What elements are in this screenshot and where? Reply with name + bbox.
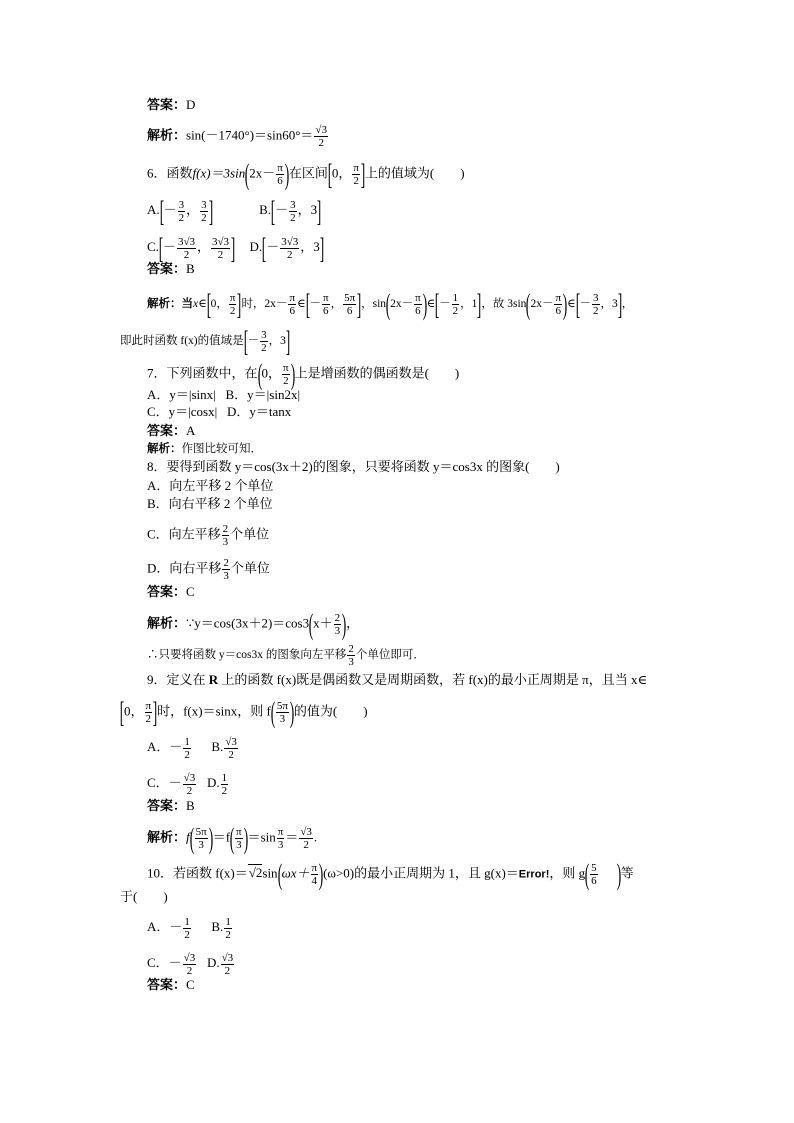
question-10-options-ab <box>147 916 233 941</box>
answer-5 <box>147 97 195 113</box>
option-b: B. $\frac{1}{2}$ <box>211 916 231 941</box>
option-b: B. $\frac{√3}{2}$ <box>211 736 237 761</box>
option-b: B．向右平移 2 个单位 <box>147 496 273 511</box>
question-9-stem-line2: [0， $\frac{\pi}{2}$ ]时，f(x)＝sinx，则 f( $\frac{5\pi}{3}$ )的值为( ) <box>119 695 368 729</box>
question-6-options-ab <box>147 194 322 228</box>
option-d: D. $\frac{√3}{2}$ <box>206 952 234 977</box>
question-9-options-cd <box>147 772 229 797</box>
explanation-6-line2: 即此时函数 f(x)的值域是[－ $\frac{3}{2}$ ，3] <box>120 324 291 358</box>
answer-7: 答案：A <box>147 423 196 438</box>
question-9-stem: 9．定义在 R 上的函数 f(x)既是偶函数又是周期函数，若 f(x)的最小正周期是 π，且当 x∈ <box>147 672 648 687</box>
option-c: C．y＝|cosx| <box>147 404 218 419</box>
option-d: D．向右平移 $\frac{2}{3}$ 个单位 <box>147 557 270 582</box>
explanation-6: 解析：当x∈[0， $\frac{\pi}{2}$ ]时，2x－ $\frac{\pi}{6}$ ∈[－ $\frac{\pi}{6}$ ， $\frac{5\pi}{6}$ ]，sin(2x－ $\frac{\pi}{6}$ )∈[－ $\frac{1}{2}$ ，1]，故 3sin(2x－ $\frac{\pi}{6}$ )∈[－ $\frac{3}{2}$ ，3]， <box>147 287 634 321</box>
error-text: Error! <box>518 868 550 881</box>
question-7-options-ab <box>147 387 300 403</box>
question-9-options-ab <box>147 736 239 761</box>
answer-10: 答案：C <box>147 977 195 992</box>
question-10-options-cd <box>147 952 235 977</box>
question-10-stem: 10．若函数 f(x)＝√2sin(ωx＋ $\frac{\pi}{4}$ )(ω>0)的最小正周期为 1，且 g(x)＝Error!，则 g( $\frac{5}{6}$ )等 <box>147 857 634 891</box>
explanation-8-conclusion: ∴只要将函数 y＝cos3x 的图象向左平移 $\frac{2}{3}$ 个单位即可． <box>147 643 425 668</box>
question-7-options-cd <box>147 404 291 420</box>
question-6-stem: 6．函数f(x)＝3sin(2x－ $\frac{\pi}{6}$ )在区间[0， $\frac{\pi}{2}$ ]上的值域为( ) <box>147 157 465 191</box>
question-10-stem-line2: 于( ) <box>120 889 168 904</box>
option-b: B．y＝|sin2x| <box>225 387 301 402</box>
option-a: A．向左平移 2 个单位 <box>147 478 274 493</box>
answer-label: 答案： <box>147 97 187 112</box>
explanation-8: 解析：∵y＝cos(3x＋2)＝cos3(x＋ $\frac{2}{3}$ )， <box>147 607 360 641</box>
question-6-options-cd <box>147 231 325 265</box>
fraction: $\frac{√3}{2}$ <box>315 124 327 149</box>
option-c: C.[－ $\frac{3√3}{2}$ ， $\frac{3√3}{2}$ ] <box>147 231 236 265</box>
explanation-9: 解析：f( $\frac{5\pi}{3}$ )＝f( $\frac{\pi}{3}$ )＝sin $\frac{\pi}{3}$ ＝ $\frac{√3}{2}$ . <box>147 821 318 855</box>
option-a: A.[－ $\frac{3}{2}$ ， $\frac{3}{2}$ ] <box>147 194 213 228</box>
option-a: A．－ $\frac{1}{2}$ <box>147 916 190 941</box>
option-c: C．－ $\frac{√3}{2}$ <box>147 952 196 977</box>
answer-value: D <box>186 97 196 112</box>
answer-8: 答案：C <box>147 584 195 599</box>
option-c: C．－ $\frac{√3}{2}$ <box>147 772 196 797</box>
question-7-stem: 7．下列函数中，在(0， $\frac{\pi}{2}$ )上是增函数的偶函数是( ) <box>147 357 460 391</box>
option-d: D．y＝tanx <box>226 404 292 419</box>
answer-9: 答案：B <box>147 798 195 813</box>
option-a: A．y＝|sinx| <box>147 387 216 402</box>
answer-6: 答案：B <box>147 261 195 276</box>
option-c: C．向左平移 $\frac{2}{3}$ 个单位 <box>147 523 270 548</box>
explanation-5: 解析：sin(－1740°)＝sin60°＝ $\frac{√3}{2}$ <box>147 124 327 149</box>
option-d: D. $\frac{1}{2}$ <box>206 772 228 797</box>
option-b: B.[－ $\frac{3}{2}$ ，3] <box>259 194 322 228</box>
option-d: D.[－ $\frac{3√3}{2}$ ，3] <box>249 231 325 265</box>
question-8-stem: 8．要得到函数 y＝cos(3x＋2)的图象，只要将函数 y＝cos3x 的图象( ) <box>147 459 560 474</box>
option-a: A．－ $\frac{1}{2}$ <box>147 736 190 761</box>
explanation-7: 解析：作图比较可知． <box>147 443 262 455</box>
